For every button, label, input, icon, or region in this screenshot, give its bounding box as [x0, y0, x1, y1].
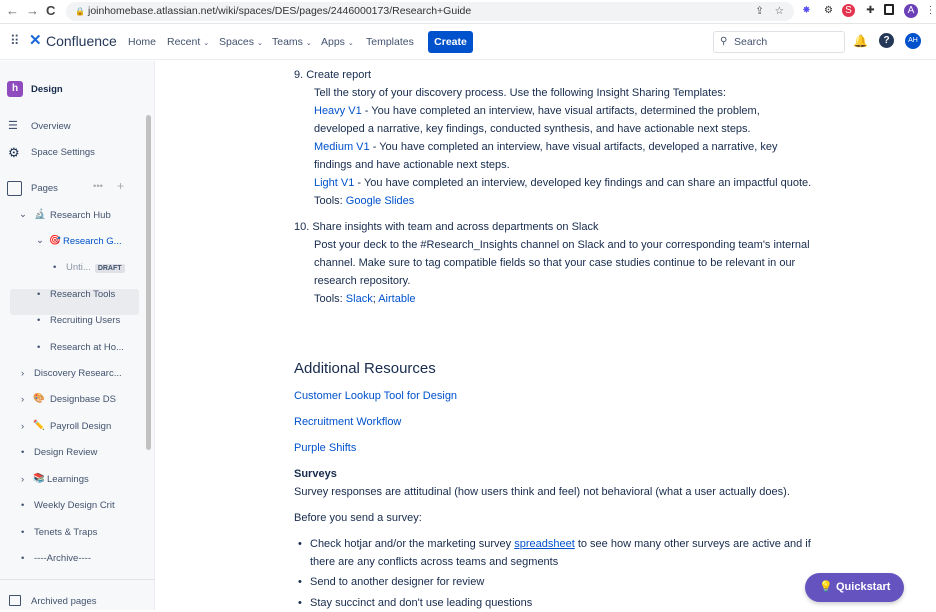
spreadsheet-link[interactable]: spreadsheet [514, 538, 575, 550]
paragraph: Survey responses are attitudinal (how users think and feel) not behavioral (what a user actually does). [294, 486, 790, 498]
paragraph: Before you send a survey: [294, 512, 422, 524]
bullet: • [21, 553, 25, 564]
tools-line [314, 192, 414, 210]
bullet: • [298, 538, 302, 550]
palette-icon: 🎨 [33, 393, 45, 404]
tools-label: Tools: [314, 195, 346, 207]
draft-badge: DRAFT [95, 264, 125, 273]
lock-icon: 🔒 [75, 7, 85, 16]
create-button[interactable]: Create [428, 31, 473, 53]
bullet: • [53, 262, 57, 273]
chevron-down-icon[interactable]: ⌄ [36, 235, 44, 246]
list-item: Stay succinct and don't use leading questions [310, 597, 533, 609]
sidepanel-icon[interactable] [884, 4, 894, 15]
tree-design-review[interactable]: Design Review [34, 447, 98, 458]
text: - You have completed an interview, developed key findings and can share an impactful quote. [354, 177, 812, 189]
bullet: • [298, 597, 302, 609]
sidebar [0, 61, 155, 610]
nav-recent[interactable] [167, 36, 209, 48]
bullet: • [37, 289, 41, 300]
search-icon: ⚲ [720, 36, 728, 47]
target-icon: 🎯 [49, 235, 61, 246]
slack-link[interactable]: Slack [345, 293, 373, 305]
back-icon[interactable]: ← [6, 3, 19, 18]
sidebar-scrollbar[interactable] [146, 115, 151, 450]
chevron-down-icon[interactable]: ⌄ [19, 209, 27, 220]
more-icon[interactable]: ••• [93, 181, 103, 192]
bullet: • [37, 342, 41, 353]
bullet: • [21, 527, 25, 538]
product-name[interactable]: Confluence [46, 33, 117, 49]
chevron-down-icon: ⌄ [203, 40, 210, 47]
tree-research-guide[interactable]: Research G... [63, 236, 122, 247]
nav-label: Spaces [219, 36, 255, 48]
tree-learnings[interactable]: Learnings [47, 474, 89, 485]
bullet: • [298, 576, 302, 588]
nav-label: Apps [321, 36, 345, 48]
confluence-nav [0, 26, 936, 60]
tree-weekly-design-crit[interactable]: Weekly Design Crit [34, 500, 115, 511]
light-v1-link[interactable]: Light V1 [314, 177, 355, 189]
nav-teams[interactable] [272, 36, 312, 48]
separator: ; [372, 293, 379, 305]
tree-payroll-design[interactable]: Payroll Design [50, 421, 112, 432]
tools-label: Tools: [314, 293, 346, 305]
tree-archive[interactable]: ----Archive---- [34, 553, 91, 564]
app-switcher-icon[interactable]: ⠿ [10, 33, 20, 48]
user-avatar[interactable]: AH [905, 33, 921, 49]
nav-label: Recent [167, 36, 201, 48]
tree-research-hub[interactable]: Research Hub [50, 210, 111, 221]
nav-spaces[interactable] [219, 36, 263, 48]
gear-icon: ⚙ [8, 145, 20, 160]
paragraph [314, 102, 760, 120]
chevron-down-icon: ⌄ [347, 40, 354, 47]
paragraph: developed a narrative, key findings, conducted synthesis, and have actionable next steps. [314, 123, 751, 135]
chevron-right-icon[interactable]: › [21, 394, 25, 405]
subheading: Surveys [294, 468, 337, 480]
profile-avatar[interactable]: A [904, 4, 918, 18]
archive-icon [9, 595, 21, 606]
chevron-right-icon[interactable]: › [21, 368, 25, 379]
notifications-icon[interactable]: 🔔 [853, 34, 868, 48]
tree-recruiting-users[interactable]: Recruiting Users [50, 315, 121, 326]
quickstart-label: Quickstart [836, 581, 891, 593]
airtable-link[interactable]: Airtable [378, 293, 416, 305]
heavy-v1-link[interactable]: Heavy V1 [314, 105, 362, 117]
quickstart-button[interactable] [805, 573, 904, 602]
text: - You have completed an interview, have visual artifacts, determined the problem, [361, 105, 760, 117]
space-name[interactable]: Design [31, 84, 63, 95]
divider [0, 579, 155, 580]
paragraph: channel. Make sure to tag compatible fields so that your case studies continue to be relevant in our [314, 257, 796, 269]
paragraph: Post your deck to the #Research_Insights channel on Slack and to your corresponding team's internal [314, 239, 810, 251]
browser-toolbar [0, 0, 936, 24]
tree-designbase-ds[interactable]: Designbase DS [50, 394, 117, 405]
section-heading: Additional Resources [294, 360, 436, 377]
extension-gear-icon[interactable]: ⚙ [824, 5, 833, 16]
purple-shifts-link[interactable]: Purple Shifts [294, 442, 357, 454]
overview-icon: ☰ [8, 120, 18, 132]
microscope-icon: 🔬 [34, 209, 46, 220]
nav-label: Teams [272, 36, 303, 48]
sidebar-overview[interactable]: Overview [31, 121, 71, 132]
text: Check hotjar and/or the marketing survey [310, 538, 515, 550]
text: - You have completed an interview, have visual artifacts, developed a narrative, key [369, 141, 778, 153]
list-item [310, 535, 811, 553]
paragraph: Tell the story of your discovery process. Use the following Insight Sharing Templates: [314, 87, 726, 99]
step-heading: 10. Share insights with team and across departments on Slack [294, 221, 599, 233]
lightbulb-icon: 💡 [819, 581, 833, 593]
books-icon: 📚 [33, 473, 45, 484]
search-placeholder: Search [734, 36, 768, 48]
extension-red-icon[interactable]: S [842, 4, 855, 17]
tree-untitled-draft[interactable] [66, 262, 125, 273]
list-item-cont: there are any conflicts across teams and segments [310, 556, 559, 568]
sidebar-space-settings[interactable]: Space Settings [31, 147, 95, 158]
chevron-down-icon: ⌄ [256, 40, 263, 47]
url-text: joinhomebase.atlassian.net/wiki/spaces/DES/pages/2446000173/Research+Guide [88, 5, 472, 17]
chevron-down-icon: ⌄ [305, 40, 312, 47]
pencil-icon: ✏️ [33, 420, 45, 431]
paragraph [314, 174, 811, 192]
step-heading: 9. Create report [294, 69, 372, 81]
archived-pages-link[interactable]: Archived pages [31, 596, 97, 607]
chevron-right-icon[interactable]: › [21, 474, 25, 485]
medium-v1-link[interactable]: Medium V1 [314, 141, 370, 153]
sidebar-pages[interactable]: Pages [31, 183, 58, 194]
search-input[interactable] [713, 31, 845, 53]
tree-research-tools[interactable]: Research Tools [50, 289, 116, 300]
list-item: Send to another designer for review [310, 576, 485, 588]
tools-line [314, 290, 416, 308]
bookmark-star-icon[interactable]: ☆ [774, 5, 784, 17]
tree-discovery-research[interactable]: Discovery Researc... [34, 368, 122, 379]
tree-tenets-traps[interactable]: Tenets & Traps [34, 527, 98, 538]
text: to see how many other surveys are active and if [574, 538, 811, 550]
pages-icon [7, 181, 22, 196]
tree-label: Unti... [66, 262, 91, 273]
customer-lookup-link[interactable]: Customer Lookup Tool for Design [294, 390, 458, 402]
nav-apps[interactable] [321, 36, 354, 48]
nav-home[interactable]: Home [128, 36, 157, 48]
reload-icon[interactable]: C [46, 3, 56, 18]
space-icon: h [7, 81, 23, 97]
share-icon[interactable]: ⇪ [755, 5, 764, 17]
forward-icon[interactable]: → [26, 3, 39, 18]
paragraph: research repository. [314, 275, 411, 287]
bullet: • [21, 447, 25, 458]
add-page-icon[interactable]: + [117, 179, 125, 193]
bullet: • [21, 500, 25, 511]
paragraph [314, 138, 778, 156]
chevron-right-icon[interactable]: › [21, 421, 25, 432]
tree-research-at-homebase[interactable]: Research at Ho... [50, 342, 124, 353]
paragraph: findings and have actionable next steps. [314, 159, 510, 171]
puzzle-icon[interactable]: ✚ [866, 5, 875, 16]
help-icon[interactable]: ? [879, 33, 894, 48]
recruitment-workflow-link[interactable]: Recruitment Workflow [294, 416, 402, 428]
menu-kebab-icon[interactable]: ⋮ [925, 5, 936, 16]
bullet: • [37, 315, 41, 326]
confluence-logo-icon[interactable]: ✕ [29, 32, 42, 49]
nav-templates[interactable]: Templates [366, 36, 414, 48]
google-slides-link[interactable]: Google Slides [345, 195, 415, 207]
extension-icon[interactable]: ✸ [802, 5, 811, 16]
address-bar[interactable] [66, 2, 794, 21]
